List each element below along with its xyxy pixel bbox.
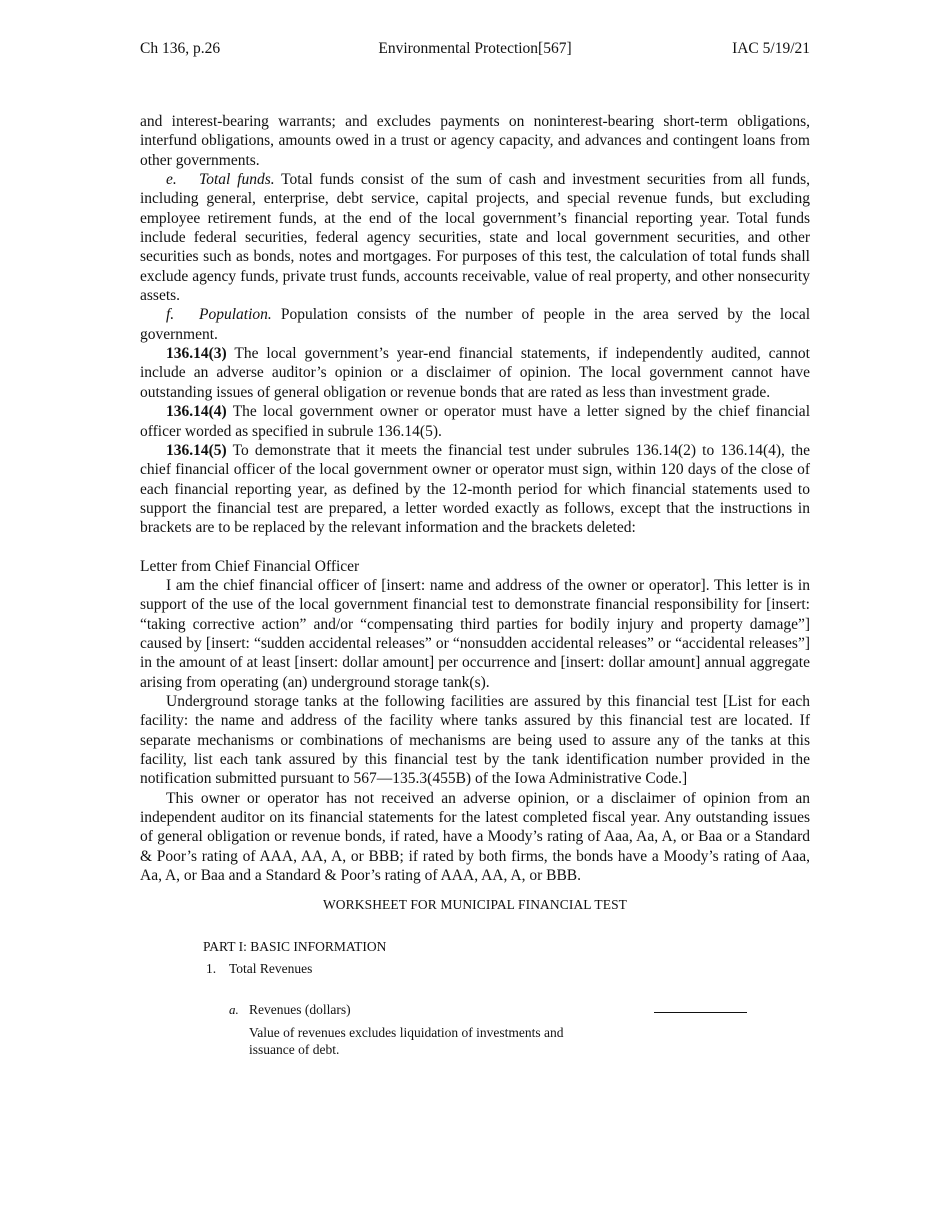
letter-paragraph: Underground storage tanks at the following facilities are assured by this financial test [List for each facility: the name and address of the facility where tanks assured by this financial test are located. If separate mechanisms or combinations of mechanisms are being used to assure any of the tanks at this facility, list each tank assured by this financial test by the tank identification number provided in the notification submitted pursuant to 567—135.3(455B) of the Iowa Administrative Code.] bbox=[140, 692, 810, 788]
subrule-number: 136.14(4) bbox=[166, 403, 227, 421]
subrule-text: The local government’s year-end financial statements, if independently audited, cannot include an adverse auditor’s opinion or a disclaimer of opinion. The local government cannot have outstanding issues of general obligation or revenue bonds that are rated as less than investment grade. bbox=[140, 345, 810, 401]
letter-paragraph: This owner or operator has not received an adverse opinion, or a disclaimer of opinion from an independent auditor on its financial statements for the latest completed fiscal year. Any outstanding issues of general obligation or revenue bonds, if rated, have a Moody’s rating of Aaa, Aa, A, or Baa or a Standard & Poor’s rating of AAA, AA, A, or BBB; if rated by both firms, the bonds have a Moody’s rating of Aaa, Aa, A, or Baa and a Standard & Poor’s rating of AAA, AA, A, or BBB. bbox=[140, 789, 810, 885]
subrule-text: To demonstrate that it meets the financial test under subrules 136.14(2) to 136.14(4), the chief financial officer of the local government owner or operator must sign, within 120 days of the close of each financial reporting year, as defined by the 12-month period for which financial statements used to support the financial test are prepared, a letter worded exactly as follows, except that the instructions in brackets are to be replaced by the relevant information and the brackets deleted: bbox=[140, 441, 810, 537]
subrule-text: The local government owner or operator must have a letter signed by the chief financial officer worded as specified in subrule 136.14(5). bbox=[140, 403, 810, 440]
iac-date: IAC 5/19/21 bbox=[732, 40, 810, 57]
item-letter: f. bbox=[166, 306, 175, 324]
item-label: Total Revenues bbox=[229, 961, 313, 976]
letter-paragraph: I am the chief financial officer of [insert: name and address of the owner or operator]. This letter is in support of the use of the local government financial test to demonstrate financial responsibility for [insert: “taking corrective action” and/or “compensating third parties for bodily injury and property damage”] caused by [insert: “sudden accidental releases” or “nonsudden accidental releases” or “accidental releases”] in the amount of at least [insert: dollar amount] per occurrence and [insert: dollar amount] annual aggregate arising from operating (an) underground storage tank(s). bbox=[140, 576, 810, 691]
paragraph-population bbox=[140, 305, 810, 344]
subitem-note: Value of revenues excludes liquidation of investments and issuance of debt. bbox=[249, 1025, 564, 1057]
subrule-number: 136.14(5) bbox=[166, 441, 227, 459]
subrule-136-14-3 bbox=[140, 344, 810, 402]
term-title: Population. bbox=[199, 306, 272, 324]
chapter-page-label: Ch 136, p.26 bbox=[140, 40, 221, 57]
letter-heading: Letter from Chief Financial Officer bbox=[140, 557, 360, 575]
worksheet-title: WORKSHEET FOR MUNICIPAL FINANCIAL TEST bbox=[322, 897, 628, 912]
rule-text bbox=[140, 112, 810, 885]
revenues-blank-line[interactable] bbox=[654, 1012, 747, 1013]
subrule-136-14-5 bbox=[140, 441, 810, 538]
subrule-number: 136.14(3) bbox=[166, 345, 227, 363]
worksheet-part-heading: PART I: BASIC INFORMATION bbox=[203, 939, 387, 954]
subitem-label: Revenues (dollars) bbox=[249, 1002, 351, 1017]
term-definition: Population consists of the number of people in the area served by the local government. bbox=[140, 306, 811, 343]
item-number: 1. bbox=[206, 961, 217, 976]
paragraph-total-funds bbox=[140, 170, 810, 305]
paragraph-continuation: and interest-bearing warrants; and excludes payments on noninterest-bearing short-term obligations, interfund obligations, amounts owed in a trust or agency capacity, and advances and contingent loans from other governments. bbox=[140, 113, 810, 169]
subitem-letter: a. bbox=[229, 1002, 239, 1017]
term-definition: Total funds consist of the sum of cash and investment securities from all funds, including general, enterprise, debt service, capital projects, and special revenue funds, but excluding employee retirement funds, at the end of the local government’s financial reporting year. Total funds include federal securities, federal agency securities, state and local government securities, and other securities such as bonds, notes and mortgages. For purposes of this test, the calculation of total funds shall exclude agency funds, private trust funds, accounts receivable, value of real property, and other nonsecurity assets. bbox=[140, 171, 810, 305]
page-header bbox=[140, 40, 810, 62]
worksheet-item bbox=[206, 961, 312, 977]
subrule-136-14-4 bbox=[140, 402, 810, 441]
agency-title: Environmental Protection[567] bbox=[378, 40, 572, 57]
term-title: Total funds. bbox=[199, 171, 275, 189]
item-letter: e. bbox=[166, 171, 177, 189]
